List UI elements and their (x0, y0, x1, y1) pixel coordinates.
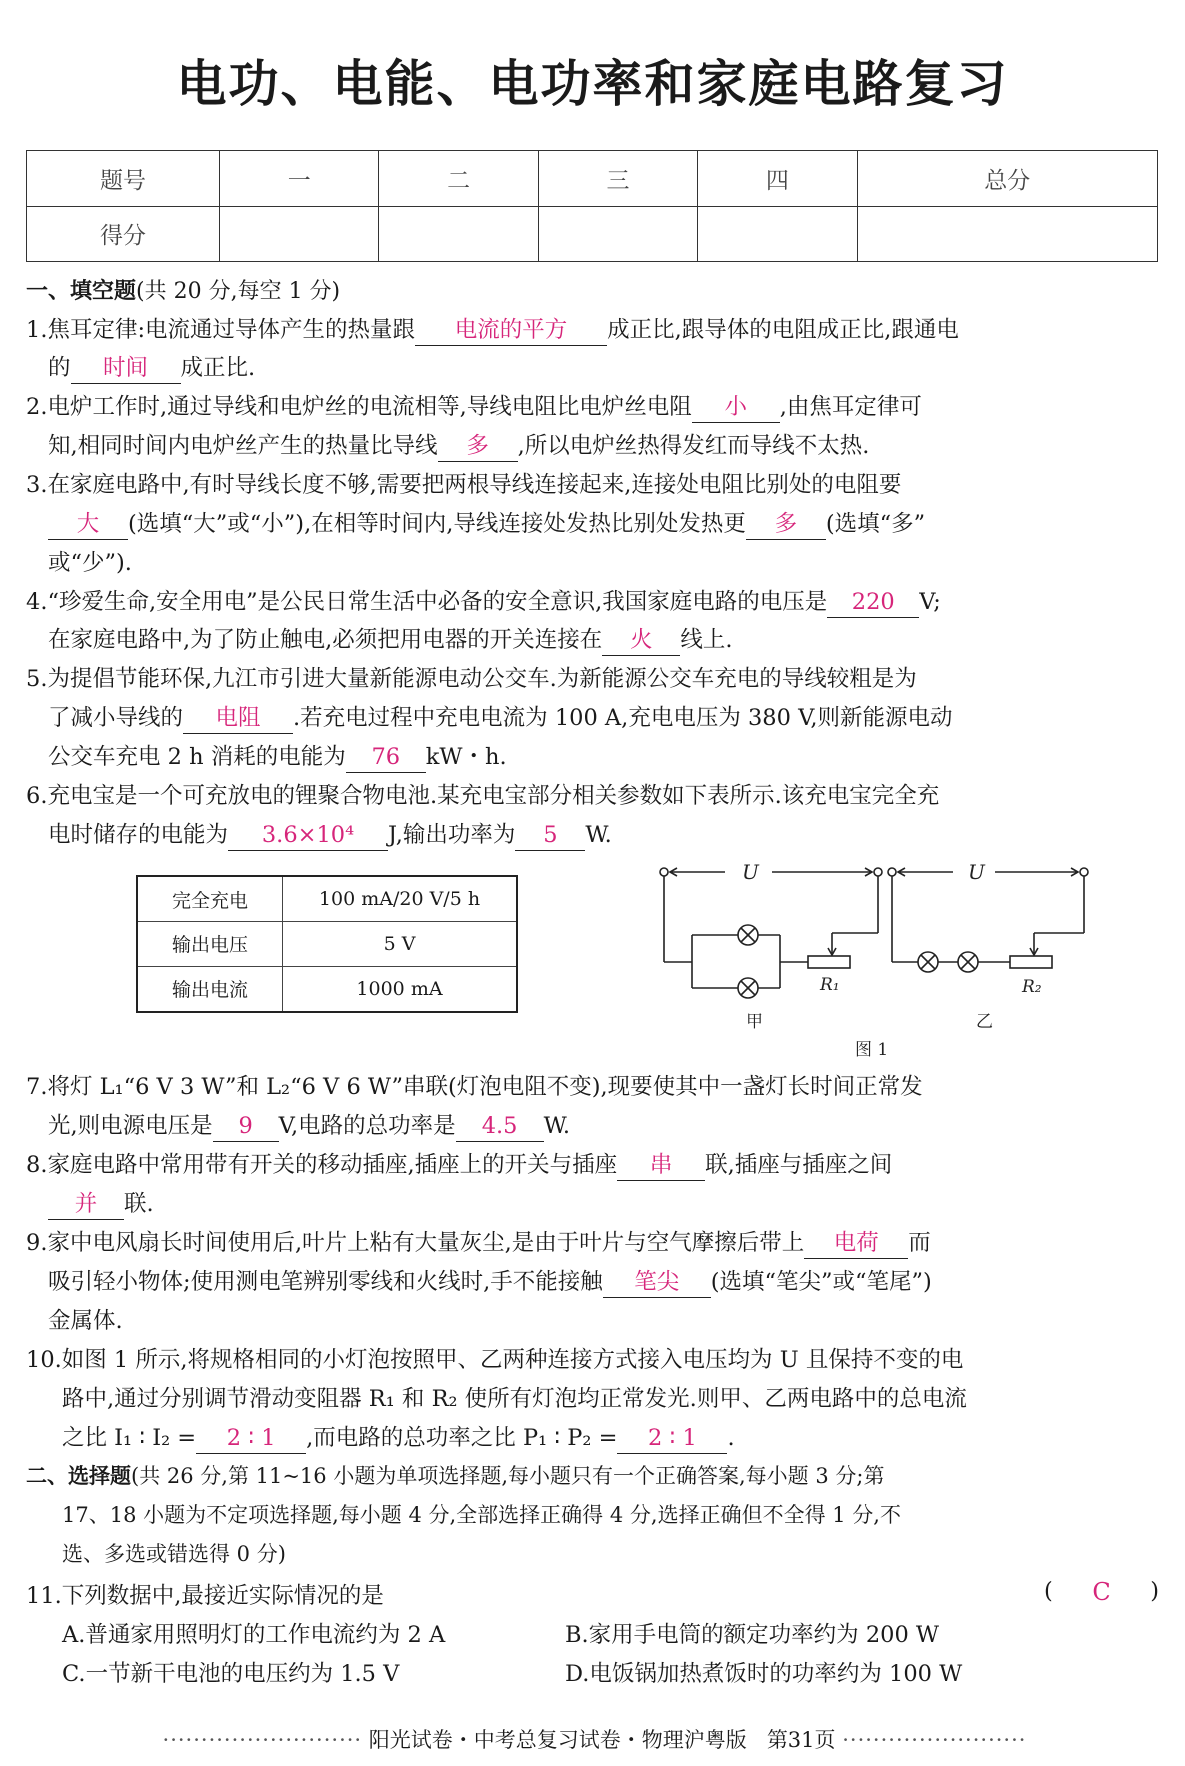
q8-answer1: 串 (617, 1150, 705, 1181)
footer-text: 阳光试卷・中考总复习试卷・物理沪粤版 (368, 1728, 747, 1752)
params-row (137, 876, 517, 922)
page-number: 第31页 (766, 1728, 836, 1752)
q9-line1 (26, 1225, 1166, 1259)
section1-note: (共 20 分,每空 1 分) (136, 279, 341, 304)
params-key: 输出电流 (137, 966, 283, 1012)
score-table (26, 150, 1158, 262)
q4-line1 (26, 584, 1166, 618)
q9-text: 9.家中电风扇长时间使用后,叶片上粘有大量灰尘,是由于叶片与空气摩擦后带上 (26, 1230, 805, 1256)
q5-text: 了减小导线的 (48, 705, 184, 731)
score-cell: 得分 (27, 206, 220, 262)
q8-text: 8.家庭电路中常用带有开关的移动插座,插座上的开关与插座 (26, 1152, 618, 1178)
footer-rule: ·························· (162, 1728, 363, 1752)
q8-text: 联,插座与插座之间 (705, 1152, 893, 1178)
score-cell: 总分 (857, 151, 1157, 207)
circuit-jia (660, 868, 882, 998)
q6-text: 电时储存的电能为 (48, 822, 229, 848)
q1-line2 (48, 350, 1185, 384)
q10-text: 之比 I₁ ∶ I₂ = (62, 1425, 197, 1451)
q5-answer1: 电阻 (183, 703, 293, 734)
q10-answer2: 2 ∶ 1 (617, 1423, 727, 1454)
section2-line2: 17、18 小题为不定项选择题,每小题 4 分,全部选择正确得 4 分,选择正确但不全得 1 分,不 (62, 1503, 901, 1527)
q1-text: 成正比,跟导体的电阻成正比,跟通电 (607, 317, 959, 343)
q5-answer2: 76 (346, 742, 426, 773)
q11-answer-box (1044, 1578, 1159, 1606)
q9-text: (选填“笔尖”或“笔尾”) (710, 1269, 932, 1295)
q11-option-b: B.家用手电筒的额定功率约为 200 W (565, 1622, 940, 1648)
q7-text: W. (543, 1113, 570, 1139)
q6-answer1: 3.6×10⁴ (228, 820, 388, 851)
q11-stem: 11.下列数据中,最接近实际情况的是 (26, 1583, 384, 1609)
q2-text: 知,相同时间内电炉丝产生的热量比导线 (48, 433, 438, 459)
section2-label: 二、选择题 (26, 1464, 131, 1488)
q2-answer1: 小 (692, 392, 780, 423)
section2-heading (26, 1460, 1166, 1490)
circuit-figure (650, 855, 1100, 1060)
section1-label: 一、填空题 (26, 279, 137, 304)
q4-text: 线上. (680, 627, 733, 653)
q9-line2 (48, 1264, 1185, 1298)
q7-line2 (48, 1108, 1185, 1142)
q10-text: ,而电路的总功率之比 P₁ ∶ P₂ = (306, 1425, 618, 1451)
score-input-cell (220, 206, 379, 262)
q3-answer2: 多 (746, 509, 826, 540)
q9-answer2: 笔尖 (603, 1267, 711, 1298)
q3-text: (选填“多” (825, 511, 926, 537)
q3-line2 (48, 506, 1185, 540)
q4-text: V; (919, 589, 941, 615)
q10-line1: 10.如图 1 所示,将规格相同的小灯泡按照甲、乙两种连接方式接入电压均为 U 且保持不变的电 (26, 1347, 964, 1373)
q9-answer1: 电荷 (804, 1228, 908, 1259)
q7-text: V,电路的总功率是 (278, 1113, 456, 1139)
q6-text: J,输出功率为 (388, 822, 516, 848)
q4-answer1: 220 (827, 587, 919, 618)
q7-text: 光,则电源电压是 (48, 1113, 213, 1139)
params-value: 1000 mA (283, 966, 518, 1012)
q6-line1: 6.充电宝是一个可充放电的锂聚合物电池.某充电宝部分相关参数如下表所示.该充电宝完全充 (26, 783, 940, 809)
q4-text: 在家庭电路中,为了防止触电,必须把用电器的开关连接在 (48, 627, 603, 653)
score-header-row (27, 151, 1158, 207)
q9-text: 而 (908, 1230, 931, 1256)
q3-line3: 或“少”). (48, 550, 132, 576)
section1-heading (26, 274, 340, 305)
q5-text: .若充电过程中充电电流为 100 A,充电电压为 380 V,则新能源电动 (293, 705, 953, 731)
score-input-cell (698, 206, 857, 262)
q1-text: 成正比. (180, 355, 256, 381)
q5-line3 (48, 739, 1185, 773)
q4-line2 (48, 622, 1185, 656)
q11-paren: ( (1044, 1578, 1053, 1604)
params-key: 输出电压 (137, 922, 283, 967)
params-row (137, 966, 517, 1012)
rheostat-r1 (808, 956, 850, 968)
params-table (136, 875, 518, 1013)
q6-text: W. (585, 822, 612, 848)
q7-line1: 7.将灯 L₁“6 V 3 W”和 L₂“6 V 6 W”串联(灯泡电阻不变),现要使其中一盏灯长时间正常发 (26, 1074, 923, 1100)
score-cell: 一 (220, 151, 379, 207)
q1-line1 (26, 312, 1166, 346)
figure-caption: 图 1 (855, 1040, 889, 1060)
q8-line1 (26, 1147, 1166, 1181)
q4-text: 4.“珍爱生命,安全用电”是公民日常生活中必备的安全意识,我国家庭电路的电压是 (26, 589, 828, 615)
score-cell: 四 (698, 151, 857, 207)
q5-line2 (48, 700, 1185, 734)
circuit-yi (888, 868, 1088, 972)
params-value: 100 mA/20 V/5 h (283, 876, 518, 922)
q5-line1: 5.为提倡节能环保,九江市引进大量新能源电动公交车.为新能源公交车充电的导线较粗是为 (26, 666, 917, 692)
q5-text: kW・h. (425, 744, 507, 770)
q1-answer2: 时间 (71, 353, 181, 384)
q1-text: 的 (48, 355, 71, 381)
q1-text: 1.焦耳定律:电流通过导体产生的热量跟 (26, 317, 416, 343)
page-footer (52, 1724, 1137, 1754)
q4-answer2: 火 (602, 625, 680, 656)
footer-rule: ························ (842, 1728, 1027, 1752)
score-input-cell (538, 206, 697, 262)
rheostat-r2 (1010, 956, 1052, 968)
q11-paren: ) (1150, 1578, 1159, 1604)
q3-line1: 3.在家庭电路中,有时导线长度不够,需要把两根导线连接起来,连接处电阻比别处的电阻要 (26, 472, 902, 498)
q2-answer2: 多 (438, 431, 518, 462)
q2-text: ,由焦耳定律可 (779, 394, 922, 420)
q10-answer1: 2 ∶ 1 (196, 1423, 306, 1454)
q11-option-a: A.普通家用照明灯的工作电流约为 2 A (62, 1622, 446, 1648)
score-cell: 题号 (27, 151, 220, 207)
q6-answer2: 5 (515, 820, 585, 851)
q2-text: ,所以电炉丝热得发红而导线不太热. (517, 433, 870, 459)
q11-answer: C (1092, 1578, 1111, 1606)
label-r2: R₂ (1022, 977, 1042, 997)
q11-option-c: C.一节新干电池的电压约为 1.5 V (62, 1661, 400, 1687)
q7-answer2: 4.5 (456, 1111, 544, 1142)
section2-line3: 选、多选或错选得 0 分) (62, 1542, 286, 1566)
q2-line2 (48, 428, 1185, 462)
page-title: 电功、电能、电功率和家庭电路复习 (176, 55, 1009, 113)
score-cell: 三 (538, 151, 697, 207)
score-input-cell (379, 206, 538, 262)
label-jia: 甲 (746, 1012, 763, 1032)
params-key: 完全充电 (137, 876, 283, 922)
q10-line3 (62, 1420, 1185, 1454)
q7-answer1: 9 (213, 1111, 279, 1142)
label-r1: R₁ (820, 975, 840, 995)
q2-line1 (26, 389, 1166, 423)
q9-text: 吸引轻小物体;使用测电笔辨别零线和火线时,手不能接触 (48, 1269, 603, 1295)
score-input-cell (857, 206, 1157, 262)
q11-option-d: D.电饭锅加热煮饭时的功率约为 100 W (565, 1661, 963, 1687)
q3-answer1: 大 (48, 509, 128, 540)
q5-text: 公交车充电 2 h 消耗的电能为 (48, 744, 346, 770)
label-yi: 乙 (976, 1012, 993, 1032)
params-row (137, 922, 517, 967)
q10-line2: 路中,通过分别调节滑动变阻器 R₁ 和 R₂ 使所有灯泡均正常发光.则甲、乙两电路中的总电流 (62, 1386, 967, 1412)
label-u1: U (742, 860, 759, 884)
q3-text: (选填“大”或“小”),在相等时间内,导线连接处发热比别处发热更 (128, 511, 746, 537)
q9-line3: 金属体. (48, 1308, 123, 1334)
score-cell: 二 (379, 151, 538, 207)
q1-answer1: 电流的平方 (415, 315, 607, 346)
q6-line2 (48, 817, 1185, 851)
section2-note: (共 26 分,第 11~16 小题为单项选择题,每小题只有一个正确答案,每小题 3 分;第 (131, 1464, 885, 1488)
q2-text: 2.电炉工作时,通过导线和电炉丝的电流相等,导线电阻比电炉丝电阻 (26, 394, 692, 420)
params-value: 5 V (283, 922, 518, 967)
q10-text: . (727, 1425, 735, 1451)
label-u2: U (968, 860, 985, 884)
score-value-row (27, 206, 1158, 262)
q8-text: 联. (124, 1191, 154, 1217)
q8-line2 (48, 1186, 1185, 1220)
q8-answer2: 并 (48, 1189, 124, 1220)
